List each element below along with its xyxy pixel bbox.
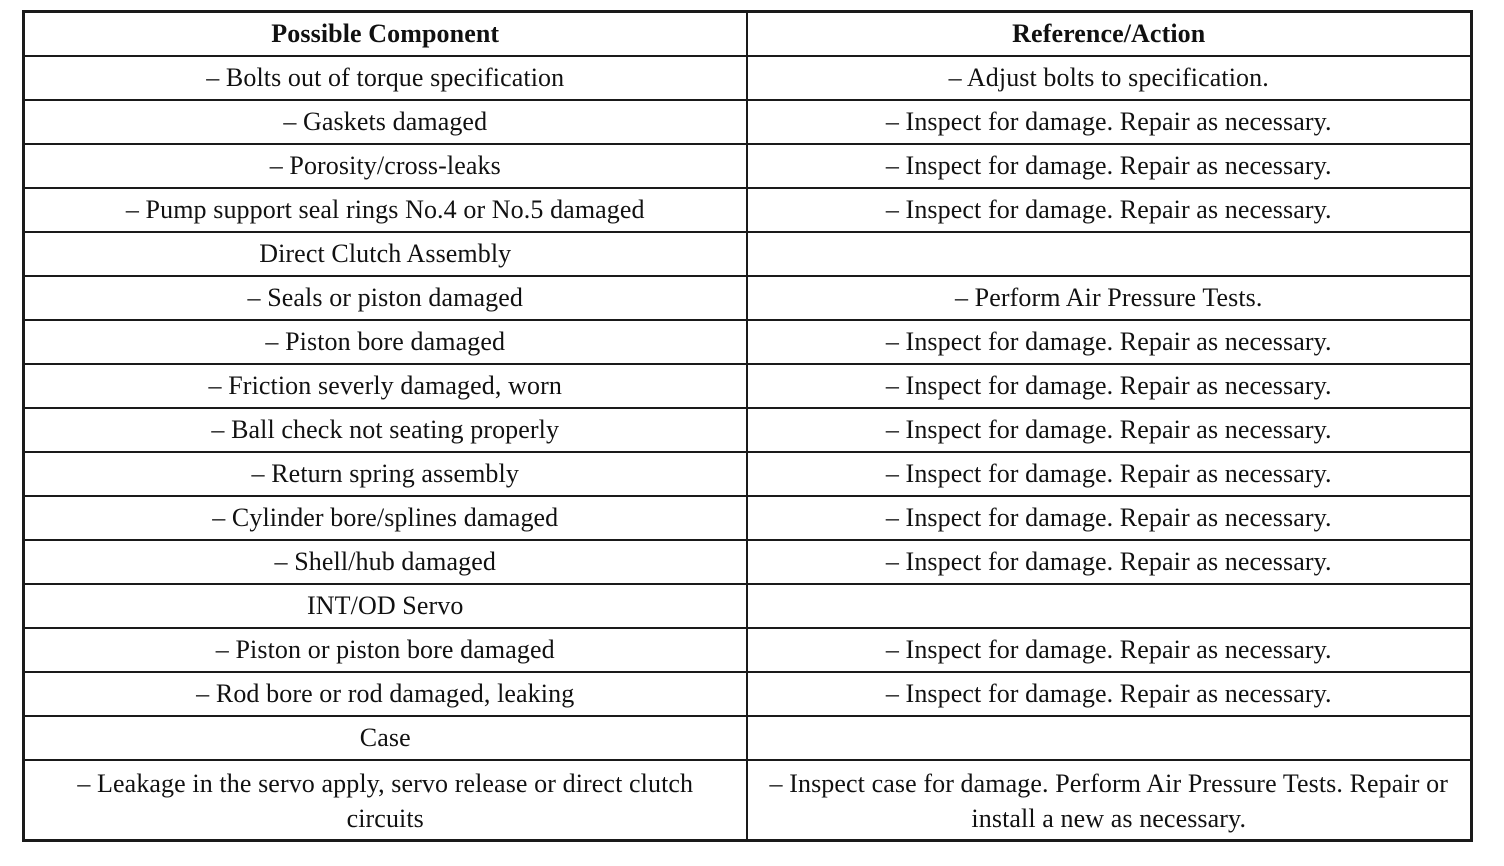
component-cell: – Leakage in the servo apply, servo release or direct clutch circuits	[24, 760, 747, 841]
table-header-row	[24, 12, 1472, 57]
table-row	[24, 760, 1472, 841]
table-row	[24, 56, 1472, 100]
component-cell: – Piston bore damaged	[24, 320, 747, 364]
table-row	[24, 540, 1472, 584]
action-cell: – Inspect for damage. Repair as necessary.	[747, 364, 1472, 408]
diagnosis-table-container	[22, 10, 1470, 842]
component-cell: – Rod bore or rod damaged, leaking	[24, 672, 747, 716]
action-cell: – Inspect for damage. Repair as necessary.	[747, 408, 1472, 452]
table-section-row	[24, 584, 1472, 628]
table-section-row	[24, 716, 1472, 760]
component-cell: – Friction severly damaged, worn	[24, 364, 747, 408]
component-cell: – Return spring assembly	[24, 452, 747, 496]
action-cell: – Inspect for damage. Repair as necessary.	[747, 100, 1472, 144]
component-cell: – Ball check not seating properly	[24, 408, 747, 452]
action-cell: – Inspect for damage. Repair as necessary.	[747, 188, 1472, 232]
table-row	[24, 496, 1472, 540]
action-cell: – Adjust bolts to specification.	[747, 56, 1472, 100]
diagnosis-table	[22, 10, 1473, 842]
action-cell: – Inspect for damage. Repair as necessary.	[747, 496, 1472, 540]
action-cell: – Inspect for damage. Repair as necessary.	[747, 628, 1472, 672]
header-possible-component: Possible Component	[24, 12, 747, 57]
component-cell: – Porosity/cross-leaks	[24, 144, 747, 188]
action-cell: – Inspect for damage. Repair as necessary.	[747, 144, 1472, 188]
component-cell: – Seals or piston damaged	[24, 276, 747, 320]
table-row	[24, 364, 1472, 408]
action-cell	[747, 716, 1472, 760]
component-cell: – Bolts out of torque specification	[24, 56, 747, 100]
action-cell: – Inspect for damage. Repair as necessary.	[747, 672, 1472, 716]
table-row	[24, 452, 1472, 496]
table-row	[24, 672, 1472, 716]
section-heading-cell: Direct Clutch Assembly	[24, 232, 747, 276]
table-row	[24, 188, 1472, 232]
header-reference-action: Reference/Action	[747, 12, 1472, 57]
section-heading-cell: Case	[24, 716, 747, 760]
component-cell: – Cylinder bore/splines damaged	[24, 496, 747, 540]
component-cell: – Piston or piston bore damaged	[24, 628, 747, 672]
action-cell: – Perform Air Pressure Tests.	[747, 276, 1472, 320]
action-cell: – Inspect case for damage. Perform Air Pressure Tests. Repair or install a new as necessary.	[747, 760, 1472, 841]
section-heading-cell: INT/OD Servo	[24, 584, 747, 628]
table-row	[24, 408, 1472, 452]
component-cell: – Pump support seal rings No.4 or No.5 damaged	[24, 188, 747, 232]
table-row	[24, 276, 1472, 320]
table-row	[24, 100, 1472, 144]
table-row	[24, 628, 1472, 672]
action-cell	[747, 584, 1472, 628]
action-cell: – Inspect for damage. Repair as necessary.	[747, 540, 1472, 584]
table-row	[24, 320, 1472, 364]
component-cell: – Gaskets damaged	[24, 100, 747, 144]
table-section-row	[24, 232, 1472, 276]
action-cell: – Inspect for damage. Repair as necessary.	[747, 452, 1472, 496]
component-cell: – Shell/hub damaged	[24, 540, 747, 584]
action-cell: – Inspect for damage. Repair as necessary.	[747, 320, 1472, 364]
action-cell	[747, 232, 1472, 276]
table-row	[24, 144, 1472, 188]
